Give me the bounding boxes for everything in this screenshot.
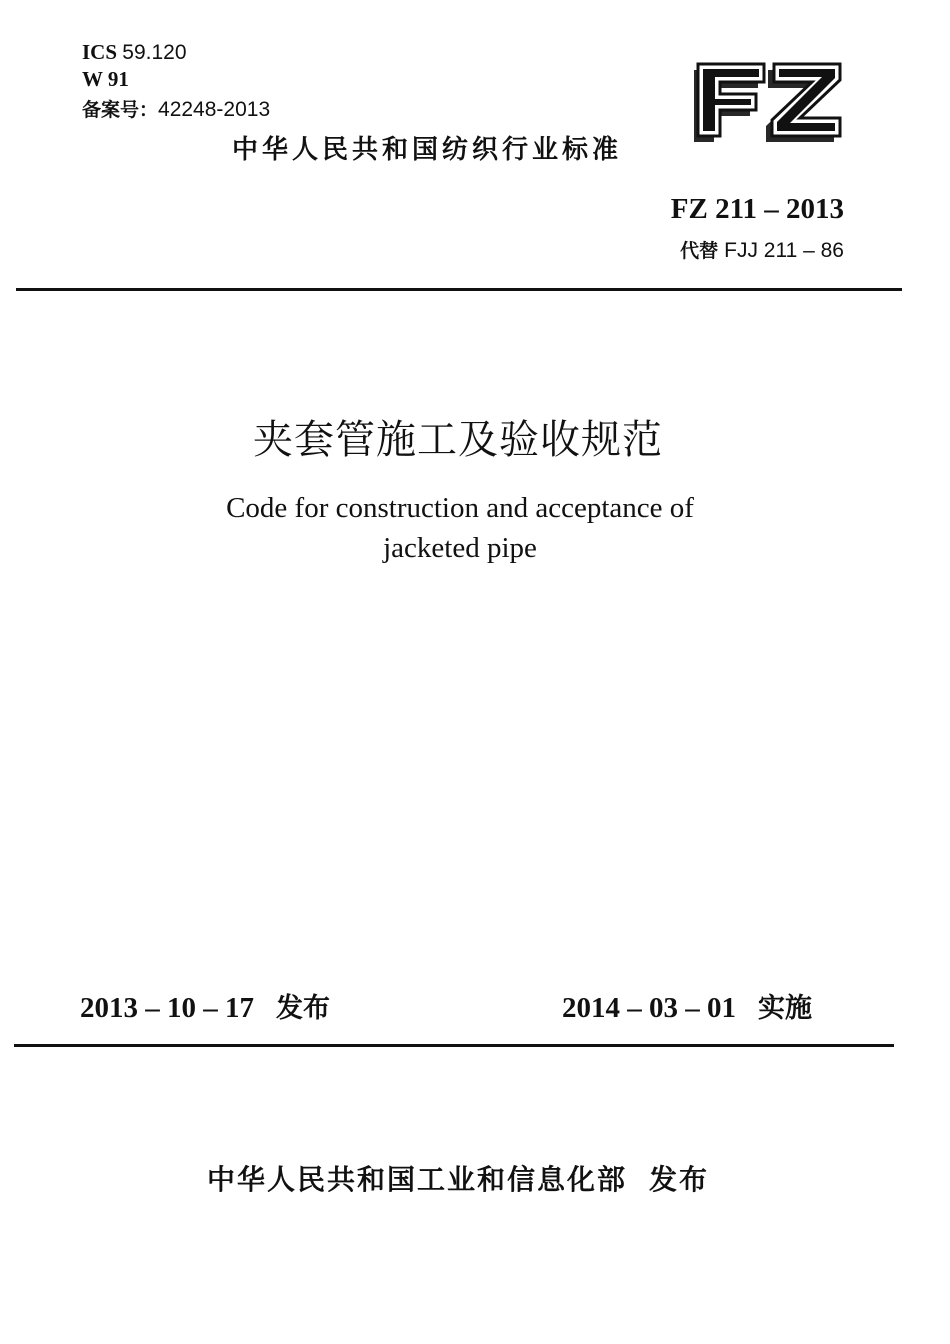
record-label: 备案号：	[82, 99, 159, 121]
replaces-standard	[680, 236, 844, 263]
effective-date	[562, 986, 812, 1025]
publisher-name: 中华人民共和国工业和信息化部	[206, 1163, 627, 1196]
publisher	[0, 1158, 916, 1198]
ics-code	[82, 40, 187, 65]
replaces-value: FJJ 211 – 86	[724, 239, 844, 262]
record-number	[82, 95, 270, 122]
class-code: W 91	[82, 67, 129, 91]
title-english-line2: jacketed pipe	[383, 532, 537, 564]
standard-number: FZ 211 – 2013	[670, 193, 844, 225]
effective-date-value: 2014 – 03 – 01	[562, 992, 736, 1024]
issue-date-value: 2013 – 10 – 17	[80, 992, 254, 1024]
replaces-label: 代替	[680, 240, 719, 262]
issue-date	[80, 986, 330, 1025]
fz-logo	[694, 60, 846, 144]
publisher-suffix: 发布	[649, 1163, 710, 1196]
header-divider	[16, 288, 902, 291]
title-chinese: 夹套管施工及验收规范	[253, 417, 663, 463]
record-value: 42248-2013	[158, 98, 271, 121]
footer-divider	[14, 1044, 894, 1047]
ics-value: 59.120	[122, 41, 187, 64]
industry-standard-title: 中华人民共和国纺织行业标准	[232, 135, 623, 165]
issue-label: 发布	[276, 993, 330, 1024]
title-english-line1: Code for construction and acceptance of	[226, 492, 694, 524]
effective-label: 实施	[758, 993, 812, 1024]
ics-label: ICS	[82, 40, 118, 64]
